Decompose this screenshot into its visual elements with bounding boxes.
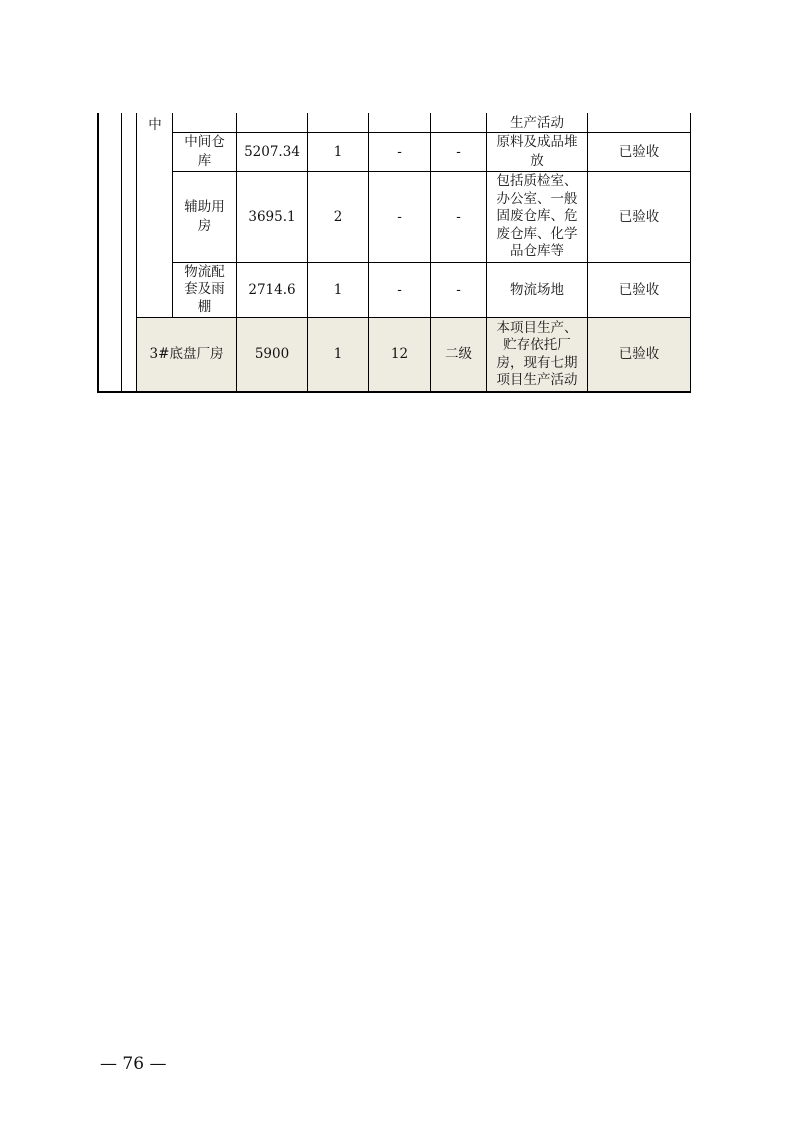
highlight-row-count: 1: [333, 346, 343, 362]
row3-area: 2714.6: [248, 281, 296, 298]
highlight-row-area: 5900: [254, 346, 290, 362]
row1-use: 原料及成品堆 放: [496, 134, 578, 169]
top-row-remark: 生产活动: [510, 115, 564, 131]
table-border-right: [690, 113, 691, 393]
row2-count: 2: [333, 208, 343, 225]
highlight-row-name: 3#底盘厂房: [149, 346, 224, 362]
table-border-left: [97, 113, 99, 393]
row1-count: 1: [333, 143, 343, 160]
row3-height: -: [397, 281, 402, 298]
row2-height: -: [397, 208, 402, 225]
row2-status: 已验收: [618, 208, 660, 225]
row3-use: 物流场地: [510, 281, 564, 298]
highlight-row-height: 12: [390, 346, 409, 362]
row2-name: 辅助用 房: [184, 199, 225, 234]
row3-status: 已验收: [618, 281, 660, 298]
highlight-row-grade: 二级: [445, 346, 472, 362]
row2-area: 3695.1: [248, 208, 296, 225]
row2-grade: -: [456, 208, 461, 225]
row2-use: 包括质检室、 办公室、一般 固废仓库、危 废仓库、化学 品仓库等: [496, 173, 578, 260]
row3-count: 1: [333, 281, 343, 298]
partial-category-cell: 中: [148, 117, 162, 133]
row1-name: 中间仓 库: [184, 134, 225, 169]
row3-name: 物流配 套及雨 棚: [184, 263, 225, 315]
row1-area: 5207.34: [244, 143, 300, 160]
table-border-bottom: [97, 391, 691, 393]
page-number: — 76 —: [100, 1054, 167, 1074]
col-line-1: [121, 113, 122, 393]
row1-height: -: [397, 143, 402, 160]
highlight-row-status: 已验收: [618, 346, 660, 362]
row1-status: 已验收: [618, 143, 660, 160]
highlight-row-use: 本项目生产、 贮存依托厂 房，现有七期 项目生产活动: [496, 319, 578, 388]
row3-grade: -: [456, 281, 461, 298]
row1-grade: -: [456, 143, 461, 160]
